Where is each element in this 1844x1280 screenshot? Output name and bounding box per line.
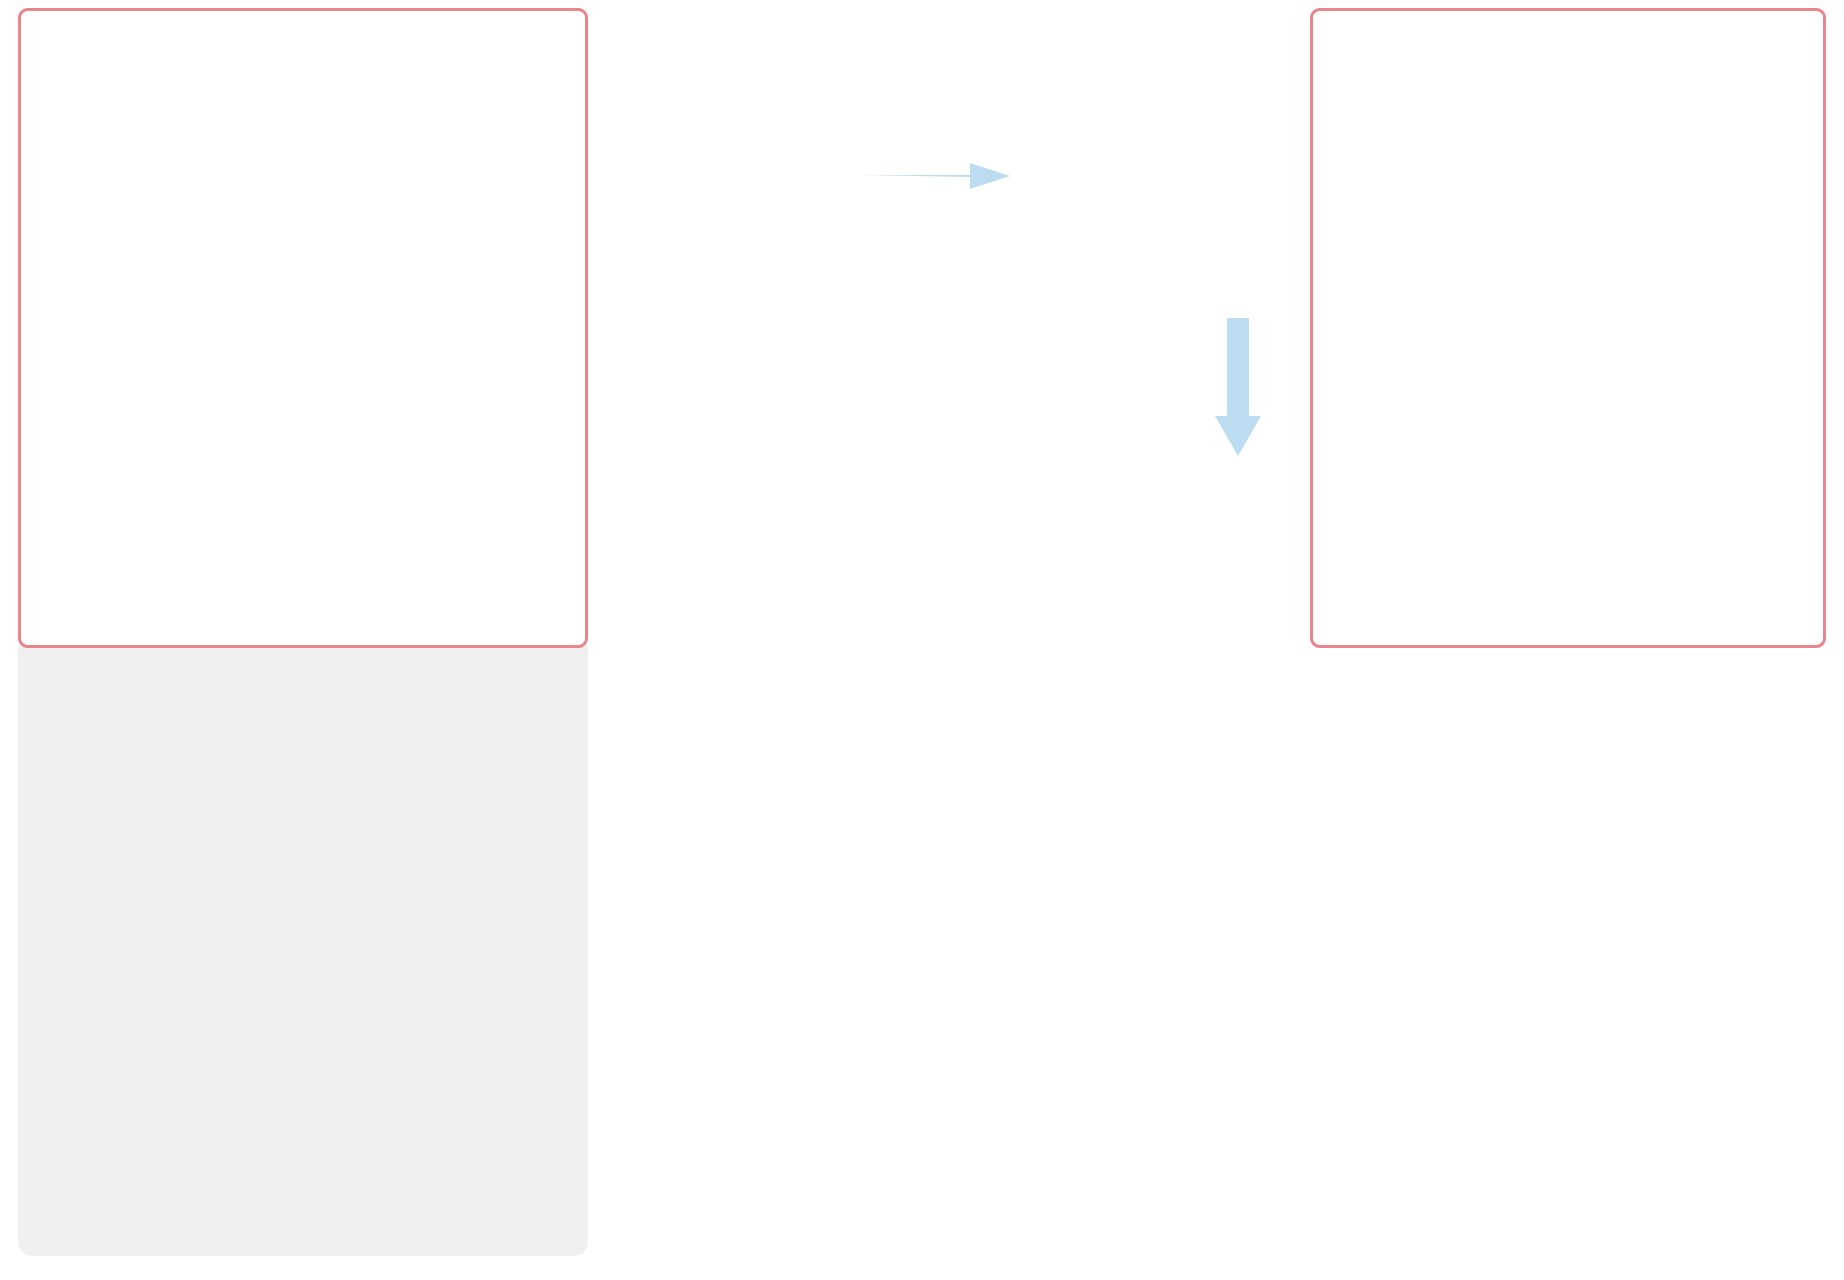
discarded-variables-box: [18, 636, 588, 1256]
panel-b-frame: [1310, 8, 1826, 648]
arrow-down-icon: [1215, 318, 1261, 458]
panel-a-frame: [18, 8, 588, 648]
arrow-right-icon: [860, 155, 1020, 195]
